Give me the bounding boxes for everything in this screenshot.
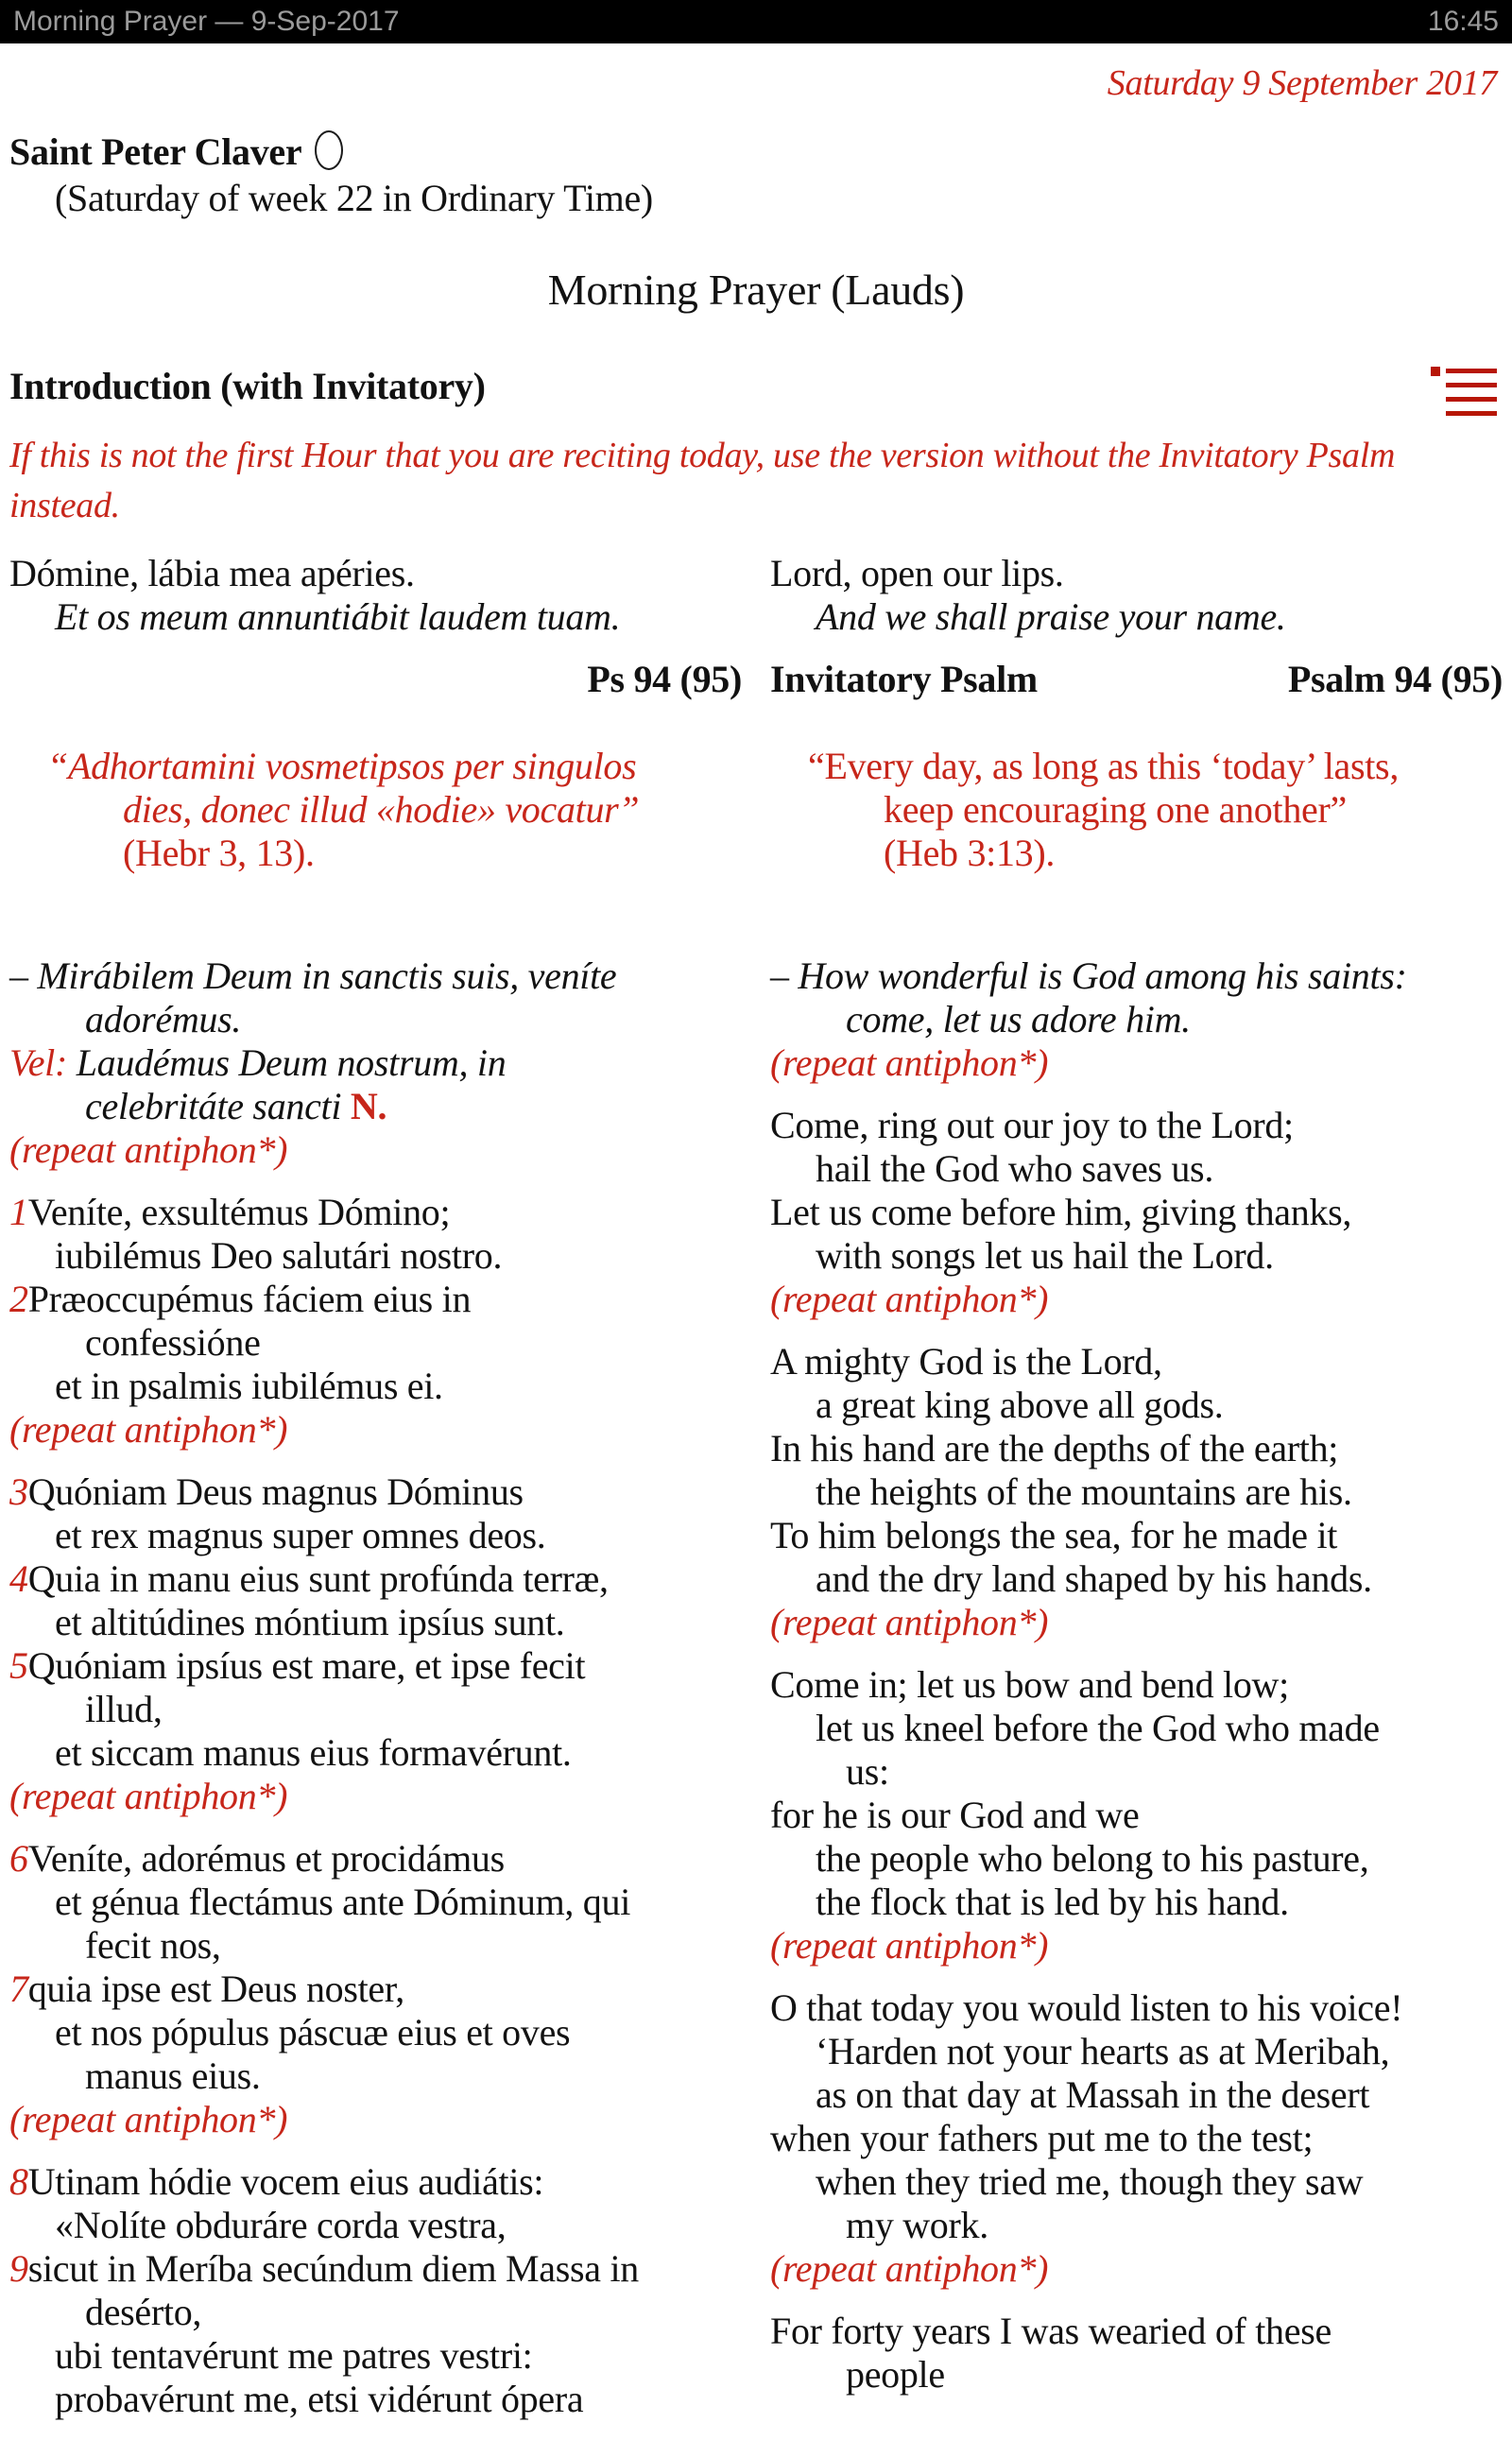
saint-title-row xyxy=(9,129,1503,176)
text-line: when your fathers put me to the test; xyxy=(770,2117,1314,2159)
text-line: ‘Harden not your hearts as at Meribah, xyxy=(816,2030,1390,2072)
english-block-quote xyxy=(770,745,1503,875)
text-line: fecit nos, xyxy=(85,1924,221,1967)
text-line: people xyxy=(846,2353,945,2396)
text-line: Lord, open our lips. xyxy=(770,552,1064,594)
text-line: us: xyxy=(846,1750,889,1793)
text-line: 8Utinam hódie vocem eius audiátis: xyxy=(9,2160,544,2203)
text-line: Come in; let us bow and bend low; xyxy=(770,1663,1289,1706)
latin-block-plain xyxy=(9,954,742,1172)
text-line: probavérunt me, etsi vidérunt ópera xyxy=(55,2378,584,2420)
text-line: “Adhortamini vosmetipsos per singulos xyxy=(47,745,637,787)
latin-block-plain xyxy=(9,1837,742,2141)
text-line: for he is our God and we xyxy=(770,1794,1140,1836)
status-bar-title: Morning Prayer — 9-Sep-2017 xyxy=(13,6,400,37)
text-line: adorémus. xyxy=(85,998,242,1040)
text-line: confessióne xyxy=(85,1321,261,1364)
text-line: illud, xyxy=(85,1688,163,1730)
psalm-title: Invitatory Psalm xyxy=(770,658,1038,700)
text-line: (repeat antiphon*) xyxy=(9,1128,288,1171)
text-line: iubilémus Deo salutári nostro. xyxy=(55,1234,503,1277)
text-line: et rex magnus super omnes deos. xyxy=(55,1514,546,1556)
text-line: with songs let us hail the Lord. xyxy=(816,1234,1274,1277)
text-line: come, let us adore him. xyxy=(846,998,1191,1040)
text-line: (Heb 3:13). xyxy=(884,832,1056,874)
text-line: For forty years I was wearied of these xyxy=(770,2310,1332,2352)
text-line: Dómine, lábia mea apéries. xyxy=(9,552,415,594)
english-block-plain xyxy=(770,2310,1503,2397)
text-line: dies, donec illud «hodie» vocatur” xyxy=(123,788,640,831)
text-line: et génua flectámus ante Dóminum, qui xyxy=(55,1881,631,1923)
text-line: (repeat antiphon*) xyxy=(770,1041,1049,1084)
text-line: (repeat antiphon*) xyxy=(770,1924,1049,1967)
text-line: et in psalmis iubilémus ei. xyxy=(55,1365,443,1407)
text-line: Et os meum annuntiábit laudem tuam. xyxy=(55,595,621,638)
text-line: (repeat antiphon*) xyxy=(9,2098,288,2140)
latin-column xyxy=(9,552,742,2440)
text-line: In his hand are the depths of the earth; xyxy=(770,1427,1339,1469)
date-line: Saturday 9 September 2017 xyxy=(1107,63,1497,103)
english-psalm-ref: Psalm 94 (95) xyxy=(1287,658,1503,700)
section-heading-row xyxy=(9,363,1503,416)
text-line: “Every day, as long as this ‘today’ lasts, xyxy=(808,745,1400,787)
english-block-plain xyxy=(770,1340,1503,1644)
text-line: 3Quóniam Deus magnus Dóminus xyxy=(9,1470,524,1513)
text-line: 6Veníte, adorémus et procidámus xyxy=(9,1837,505,1880)
text-line: my work. xyxy=(846,2204,988,2246)
text-line: (repeat antiphon*) xyxy=(9,1408,288,1451)
text-line: Come, ring out our joy to the Lord; xyxy=(770,1104,1294,1146)
text-line: – Mirábilem Deum in sanctis suis, veníte xyxy=(9,954,617,997)
text-line: a great king above all gods. xyxy=(816,1383,1224,1426)
text-line: 9sicut in Meríba secúndum diem Massa in xyxy=(9,2247,639,2290)
page-title: Morning Prayer (Lauds) xyxy=(547,266,965,314)
text-line: et siccam manus eius formavérunt. xyxy=(55,1731,572,1774)
text-line: «Nolíte obduráre corda vestra, xyxy=(55,2204,507,2246)
text-line: (repeat antiphon*) xyxy=(9,1775,288,1817)
text-line: hail the God who saves us. xyxy=(816,1147,1214,1190)
text-line: (repeat antiphon*) xyxy=(770,2247,1049,2290)
text-line: desérto, xyxy=(85,2291,202,2333)
bilingual-columns xyxy=(9,552,1503,2440)
text-line: 5Quóniam ipsíus est mare, et ipse fecit xyxy=(9,1644,586,1687)
text-line: as on that day at Massah in the desert xyxy=(816,2073,1370,2116)
english-block-titlerow xyxy=(770,658,1503,701)
english-block-plain xyxy=(770,1104,1503,1321)
text-line: O that today you would listen to his voice! xyxy=(770,1986,1403,2029)
latin-block-plain xyxy=(9,1470,742,1818)
text-line: keep encouraging one another” xyxy=(884,788,1347,831)
text-line: (repeat antiphon*) xyxy=(770,1601,1049,1643)
text-line: – How wonderful is God among his saints: xyxy=(770,954,1407,997)
status-bar-clock: 16:45 xyxy=(1427,6,1499,37)
text-line: the flock that is led by his hand. xyxy=(816,1881,1289,1923)
text-line: let us kneel before the God who made xyxy=(816,1707,1380,1749)
latin-psalm-ref: Ps 94 (95) xyxy=(587,658,742,700)
list-icon xyxy=(1431,369,1497,416)
text-line: A mighty God is the Lord, xyxy=(770,1340,1162,1383)
text-line: 2Præoccupémus fáciem eius in xyxy=(9,1278,472,1320)
text-line: Let us come before him, giving thanks, xyxy=(770,1191,1352,1233)
text-line: manus eius. xyxy=(85,2054,261,2097)
english-block-plain xyxy=(770,1986,1503,2291)
text-line: Vel: Laudémus Deum nostrum, in xyxy=(9,1041,507,1084)
text-line: And we shall praise your name. xyxy=(816,595,1286,638)
contents-menu-button[interactable] xyxy=(1431,363,1503,416)
text-line: et nos pópulus páscuæ eius et oves xyxy=(55,2011,571,2053)
text-line: ubi tentavérunt me patres vestri: xyxy=(55,2334,533,2377)
text-line: 4Quia in manu eius sunt profúnda terræ, xyxy=(9,1557,609,1600)
status-bar xyxy=(0,0,1512,43)
circle-outline-icon[interactable] xyxy=(315,130,343,170)
english-block-plain xyxy=(770,1663,1503,1967)
english-block-plain xyxy=(770,954,1503,1085)
text-line: 7quia ipse est Deus noster, xyxy=(9,1967,404,2010)
text-line: 1Veníte, exsultémus Dómino; xyxy=(9,1191,451,1233)
text-line: (repeat antiphon*) xyxy=(770,1278,1049,1320)
latin-block-plain xyxy=(9,2160,742,2421)
text-line: celebritáte sancti N. xyxy=(85,1085,387,1127)
saint-title: Saint Peter Claver xyxy=(9,130,302,173)
latin-block-plain xyxy=(9,552,742,639)
text-line: when they tried me, though they saw xyxy=(816,2160,1364,2203)
text-line: To him belongs the sea, for he made it xyxy=(770,1514,1338,1556)
english-column xyxy=(770,552,1503,2415)
section-title: Introduction (with Invitatory) xyxy=(9,365,486,407)
text-line: and the dry land shaped by his hands. xyxy=(816,1557,1372,1600)
english-block-plain xyxy=(770,552,1503,639)
text-line: et altitúdines móntium ipsíus sunt. xyxy=(55,1601,565,1643)
latin-block-quote xyxy=(9,745,742,875)
text-line: the heights of the mountains are his. xyxy=(816,1470,1352,1513)
rubric-note: If this is not the first Hour that you are reciting today, use the version without the Invitatory Psalm instead. xyxy=(9,436,1396,525)
page-content xyxy=(0,60,1512,2440)
text-line: the people who belong to his pasture, xyxy=(816,1837,1369,1880)
latin-block-plain xyxy=(9,1191,742,1452)
text-line: (Hebr 3, 13). xyxy=(123,832,315,874)
saint-subtitle: (Saturday of week 22 in Ordinary Time) xyxy=(55,177,653,219)
